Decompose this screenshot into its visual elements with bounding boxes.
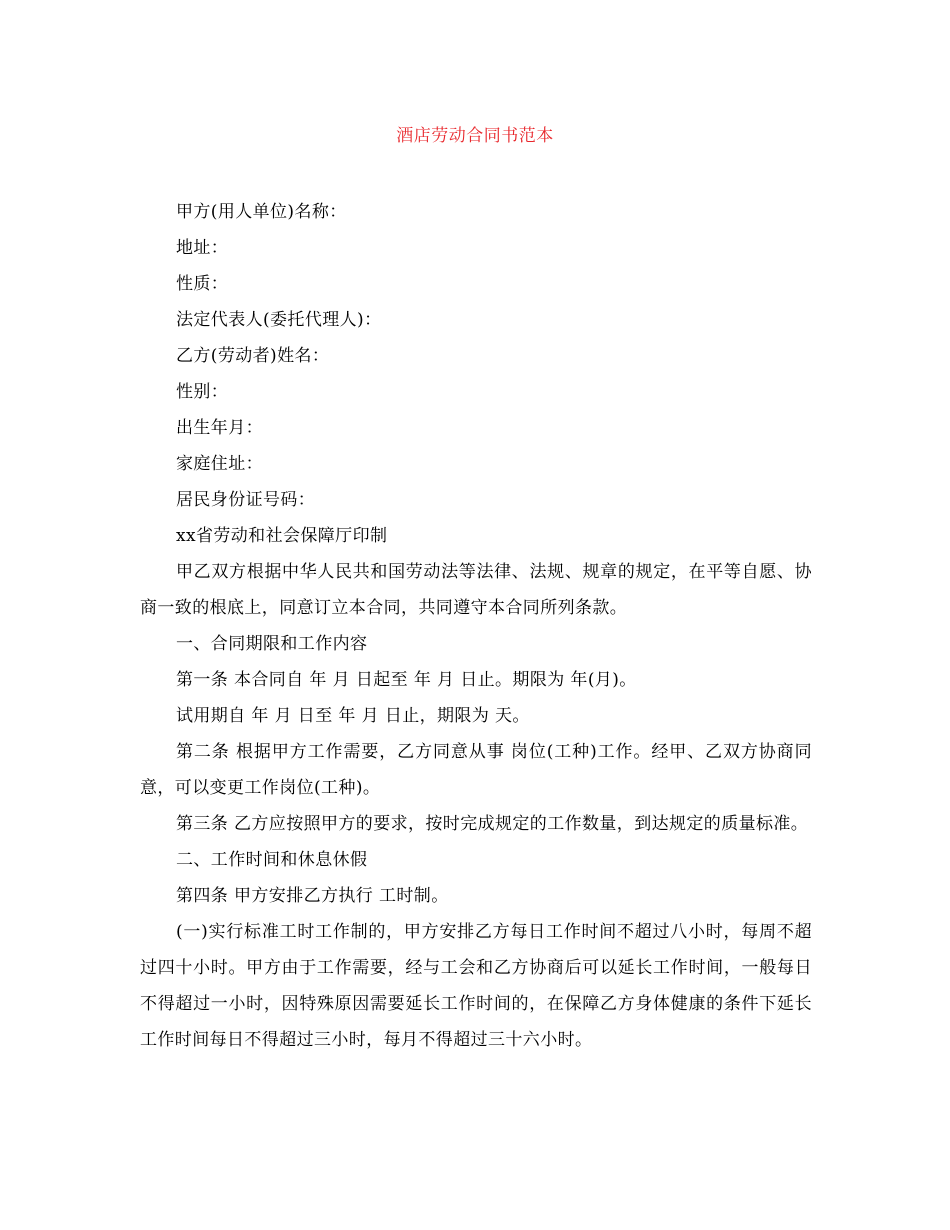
party-a-name-line: 甲方(用人单位)名称： bbox=[176, 202, 347, 222]
article-3: 第三条 乙方应按照甲方的要求，按时完成规定的工作数量，到达规定的质量标准。 bbox=[176, 814, 809, 834]
id-number-line: 居民身份证号码： bbox=[176, 490, 316, 510]
article-1: 第一条 本合同自 年 月 日起至 年 月 日止。期限为 年(月)。 bbox=[176, 670, 637, 690]
birth-date-line: 出生年月： bbox=[176, 418, 263, 438]
home-address-line: 家庭住址： bbox=[176, 454, 263, 474]
document-title: 酒店劳动合同书范本 bbox=[396, 126, 554, 146]
probation-line: 试用期自 年 月 日至 年 月 日止，期限为 天。 bbox=[176, 706, 530, 726]
section-heading-contract-term: 一、合同期限和工作内容 bbox=[176, 634, 368, 654]
nature-line: 性质： bbox=[176, 274, 229, 294]
gender-line: 性别： bbox=[176, 382, 229, 402]
printed-by-line: xx省劳动和社会保障厅印制 bbox=[176, 526, 388, 546]
article-4: 第四条 甲方安排乙方执行 工时制。 bbox=[176, 886, 449, 906]
article-2: 第二条 根据甲方工作需要，乙方同意从事 岗位(工种)工作。经甲、乙双方协商同意，可以变更工作岗位(工种)。 bbox=[140, 742, 812, 798]
address-line: 地址： bbox=[176, 238, 229, 258]
legal-representative-line: 法定代表人(委托代理人)： bbox=[176, 310, 382, 330]
section-heading-working-hours: 二、工作时间和休息休假 bbox=[176, 850, 368, 870]
document-body bbox=[140, 194, 812, 1058]
standard-hours-paragraph: (一)实行标准工时工作制的，甲方安排乙方每日工作时间不超过八小时，每周不超过四十小时。甲方由于工作需要，经与工会和乙方协商后可以延长工作时间，一般每日不得超过一小时，因特殊原因需要延长工作时间的，在保障乙方身体健康的条件下延长工作时间每日不得超过三小时，每月不得超过三十六小时。 bbox=[140, 922, 812, 1050]
party-b-name-line: 乙方(劳动者)姓名： bbox=[176, 346, 330, 366]
preamble-paragraph: 甲乙双方根据中华人民共和国劳动法等法律、法规、规章的规定，在平等自愿、协商一致的根底上，同意订立本合同，共同遵守本合同所列条款。 bbox=[140, 562, 812, 618]
